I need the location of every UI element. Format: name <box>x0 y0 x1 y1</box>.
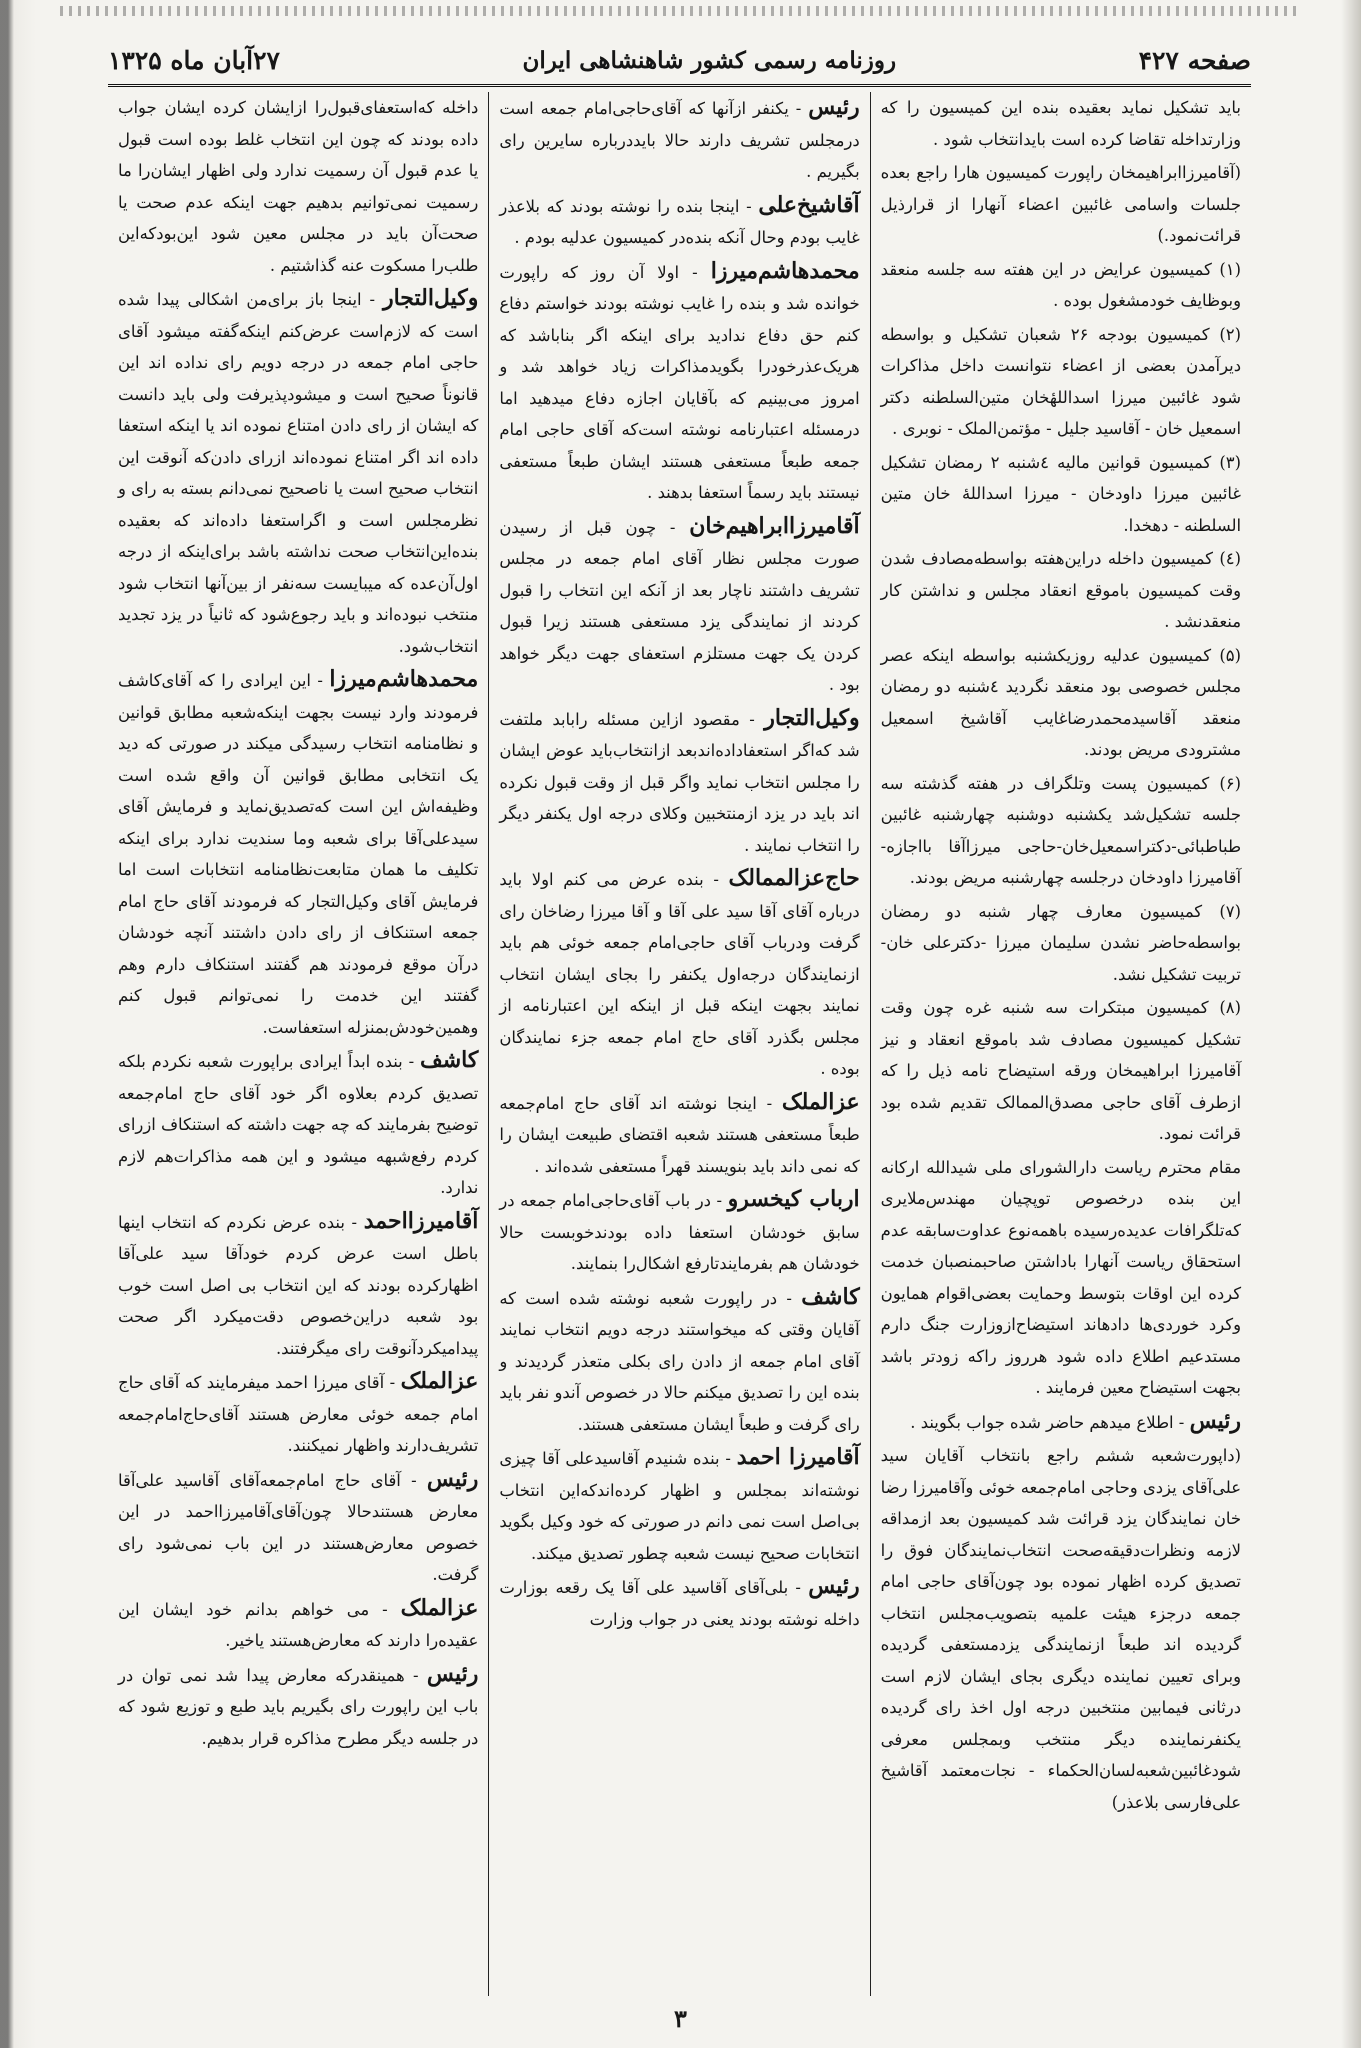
paragraph <box>118 664 478 1043</box>
paragraph <box>499 1282 859 1441</box>
speaker-name: حاج‌عزالممالک <box>728 865 860 891</box>
paragraph-text: - اطلاع میدهم حاضر شده جواب بگویند . <box>910 1412 1190 1432</box>
paragraph-text: - بنده ابداً ایرادی براپورت شعبه نکردم بلکه تصدیق کردم بعلاوه اگر خود آقای حاج امام‌جمعه توضیح بفرمایند که چه جهت داشته که استنکاف ازرای کردم رفع‌شبهه میشود و این همه مذاکرات‌هم لازم ندارد. <box>118 1052 479 1197</box>
paragraph <box>499 190 859 254</box>
speaker-name: آقامیرزاابراهیم‌خان <box>689 512 860 539</box>
text-columns <box>108 92 1251 1996</box>
paragraph <box>118 1659 478 1755</box>
paragraph-text: - اولا آن روز که راپورت خوانده شد و بنده را غایب نوشته بودند خواستم دفاع کنم حق دفاع ندادید برای اینکه اگر بناباشد که هریک‌عذرخودرا بگوید‌مذاکرات زیاد خواهد شد و امروز می‌بینیم که بآقایان اجازه دفاع میدهید اما درمسئله اعتبارنامه نوشته است‌که آقای حاجی امام جمعه طبعاً مستعفی هستند ایشان طبعاً مستعفی نیستند باید رسماً استعفا بدهند . <box>499 262 860 502</box>
speaker-name: رئیس <box>808 1573 860 1599</box>
paragraph-text: (۳) کمیسیون قوانین مالیه ٤شنبه ۲ رمضان تشکیل غائبین میرزا داودخان - میرزا اسداللهٔ خان متین السلطنه - دهخدا. <box>880 452 1242 535</box>
paragraph <box>881 640 1241 766</box>
column-middle <box>489 92 870 1996</box>
paragraph-text: (۶) کمیسیون پست وتلگراف در هفته گذشته سه جلسه تشکیل‌شد یکشنبه دوشنبه چهارشنبه غائبین طباطبائی-دکتراسمعیل‌خان-حاجی میرزاآقا بااجازه- آقامیرزا داودخان درجلسه چهارشنبه مریض بودند. <box>880 773 1241 887</box>
paragraph <box>881 254 1241 317</box>
speaker-name: وکیل‌التجار <box>764 704 860 731</box>
paragraph <box>881 319 1241 445</box>
issue-date: ۲۷آبان ماه ۱۳۲۵ <box>108 45 280 75</box>
speaker-name: کاشف <box>419 1047 479 1073</box>
paragraph-text: - آقای میرزا احمد میفرمایند که آقای حاج امام جمعه خوئی معارض هستند آقای‌حاج‌امام‌جمعه تشریف‌دارند واظهار نمیکنند. <box>118 1373 479 1455</box>
paragraph <box>881 1406 1241 1439</box>
newspaper-title: روزنامه رسمی کشور شاهنشاهی ایران <box>522 46 897 74</box>
paragraph <box>881 1152 1241 1404</box>
paragraph-text: (داپورت‌شعبه ششم راجع بانتخاب آقایان سید علی‌آقای یزدی وحاجی امام‌جمعه خوئی وآقامیرزا رضا خان نمایندگان یزد قرائت شد کمیسیون بعد ازمداقه لازمه ونظرات‌دقیقه‌صحت انتخاب‌نمایندگان فوق را تصدیق کرده اظهار نموده بود چون‌آقای حاجی امام جمعه درجزء هیئت علمیه بتصویب‌مجلس انتخاب گردیده اند طبعاً ازنمایندگی یزدمستعفی گردیده وبرای تعیین نماینده دیگری بجای ایشان لازم است درثانی فیمابین منتخبین درجه اول اخذ رای گردیده یکنفرنماینده دیگر منتخب وبمجلس معرفی شودغائبین‌شعبه‌لسان‌الحکماء - نجات‌معتمد آقاشیخ علی‌فارسی بلاعذر) <box>880 1446 1241 1812</box>
paragraph-text: داخله که‌استعفای‌قبول‌را ازایشان کرده ایشان جواب داده بودند که چون این انتخاب غلط بوده است قبول یا عدم قبول آن رسمیت ندارد ولی اظهار ایشان‌را ما رسمیت نمی‌توانیم بدهیم جهت اینکه عدم صحت یا صحت‌آن باید در مجلس معین شود این‌بودکه‌این طلب‌را مسکوت عنه گذاشتیم . <box>118 98 479 275</box>
speaker-name: کاشف <box>801 1283 860 1310</box>
speaker-name: آقاشیخ‌علی <box>758 191 860 218</box>
paragraph <box>118 1366 478 1462</box>
paragraph <box>881 992 1241 1150</box>
paragraph-text: - همینقدرکه معارض پیدا شد نمی توان در باب این راپورت رای بگیریم باید طبع و توزیع شود که در جلسه دیگر مطرح مذاکره قرار بدهیم. <box>118 1665 479 1748</box>
speaker-name: عزالملک <box>400 1368 479 1394</box>
page-header <box>108 38 1251 82</box>
paragraph <box>881 543 1241 638</box>
paragraph-text: - در باب آقای‌حاجی‌امام جمعه در سابق خودشان استعفا داده بودندخوبست حالا خودشان هم بفرمایندتارفع اشکال‌را بنمایند. <box>499 1191 860 1273</box>
paragraph-text: - بنده عرض می کنم اولا باید درباره آقای آقا سید علی آقا و آقا میرزا رضاخان رای گرفت ودرباب آقای حاجی‌امام جمعه خوئی هم باید ازنمایندگان درجه‌اول یکنفر را بجای ایشان انتخاب نمایند بجهت اینکه قبل از اینکه این اعتبارنامه از مجلس بگذرد آقای حاج امام جمعه جزء نمایندگان بوده . <box>499 870 860 1078</box>
paragraph-text: - بنده شنیدم آقاسیدعلی آقا چیزی نوشته‌اند بمجلس و اظهار کرده‌اندکه‌این انتخاب بی‌اصل است نمی دانم در صورتی که خود وکیل بگوید انتخابات صحیح نیست شعبه چطور تصدیق میکند. <box>499 1449 860 1563</box>
speaker-name: رئیس <box>808 94 860 120</box>
paragraph-text: مقام محترم ریاست دارالشورای ملی شیدالله ارکانه این بنده درخصوص توپچیان مهندس‌ملایری که‌تلگرافات عدیده‌رسیده باهمه‌نوع عداوت‌سابقه عدم استحقاق ریاست آنهارا باداشتن صاحبمنصبان خدمت کرده این اوقات بتوسط وحمایت بعضی‌اقوام همایون وکرد خوردی‌ها دادهاند استیضاح‌ازوزارت جنگ دارم مستدعیم اطلاع داده شود هرروز راکه زودتر باشد بجهت استیضاح معین فرمایند . <box>880 1157 1241 1397</box>
paragraph <box>499 1087 859 1183</box>
paragraph-text: - بنده عرض نکردم که انتخاب اینها باطل است عرض کردم خودآقا سید علی‌آقا اظهارکرده بودند که این انتخاب بی اصل است خوب بود شعبه دراین‌خصوص دقت‌میکرد اگر صحت پیدامیکردآنوقت رای میگرفتند. <box>118 1212 479 1358</box>
speaker-name: محمدهاشم‌میرزا <box>329 666 479 692</box>
paragraph-text: (آقامیرزاابراهیمخان راپورت کمیسیون هارا راجع بعده جلسات واسامی غائبین اعضاء آنهارا از قرارذیل قرائت‌نمود.) <box>880 163 1241 245</box>
paragraph <box>118 1045 478 1204</box>
speaker-name: ارباب کیخسرو <box>727 1186 860 1212</box>
paragraph-text: - مقصود ازاین مسئله رابابد ملتفت شد که‌اگر استعفاداده‌اندبعد ازانتخاب‌باید عوض ایشان را مجلس انتخاب نماید واگر قبل از وقت قبول نکرده اند باید در یزد ازمنتخبین وکلای درجه اول یکنفر دیگر را انتخاب نمایند . <box>499 709 860 855</box>
paragraph-text: - بلی‌آقای آقاسید علی آقا یک رقعه بوزارت داخله نوشته بودند یعنی در جواب وزارت <box>499 1578 860 1629</box>
paragraph-text: - این ایرادی را که آقای‌کاشف فرمودند وارد نیست بجهت اینکه‌شعبه مطابق قوانین و نظامنامه انتخاب رسیدگی میکند در صورتی که دید یک انتخابی مطابق قوانین آن واقع شده است وظیفه‌اش این است که‌تصدیق‌نماید و فرمایش آقای سیدعلی‌آقا برای شعبه وما سندیت ندارد برای اینکه تکلیف ما همان متابعت‌نظامنامه انتخابات است اما فرمایش آقای وکیل‌التجار که فرمودند آقای حاج امام جمعه استنکاف از رای دادن داشتند آنچه خودشان درآن موقع فرمودند هم گفتند استنکاف دارم وهم گفتند این خدمت را نمی‌توانم قبول کنم وهمین‌خودش‌بمنزله استعفاست. <box>118 671 479 1037</box>
paragraph <box>499 703 859 862</box>
speaker-name: عزالملک <box>400 1594 479 1621</box>
header-rule <box>108 84 1251 87</box>
paragraph-text: (۲) کمیسیون بودجه ۲۶ شعبان تشکیل و بواسطه دیرآمدن بعضی از اعضاء نتوانست داخل مذاکرات شود غائبین میرزا اسداللهٔخان متین‌السلطنه دکتر اسمعیل خان - آقاسید جلیل - مؤتمن‌الملک - نوبری . <box>880 324 1241 438</box>
paragraph <box>118 283 478 662</box>
paragraph <box>499 1442 859 1569</box>
page-footer-number: ۳ <box>674 2004 687 2033</box>
paragraph <box>499 256 859 509</box>
paragraph-text: - اینجا نوشته اند آقای حاج امام‌جمعه طبعاً مستعفی هستند شعبه اقتضای طبیعت ایشان را که نمی داند باید بنویسند قهراً مستعفی شده‌اند . <box>499 1093 860 1176</box>
paragraph <box>118 92 478 281</box>
paragraph <box>499 863 859 1085</box>
paragraph <box>881 447 1241 542</box>
paragraph <box>499 511 859 701</box>
scan-right-edge <box>1341 0 1361 2048</box>
paragraph-text: - چون قبل از رسیدن صورت مجلس نظار آقای امام جمعه در مجلس تشریف داشتند ناچار بعد از آنکه این انتخاب را قبول کردند از نمایندگی یزد مستعفی هستند زیرا قبول کردن یک جهت مستلزم استعفای جهت دیگر خواهد بود . <box>499 517 860 694</box>
paragraph-text: - یکنفر ازآنها که آقای‌حاجی‌امام جمعه است درمجلس تشریف دارند حالا بایددرباره سایرین رای بگیریم . <box>499 99 860 181</box>
paragraph <box>881 157 1241 252</box>
column-right <box>871 92 1251 1996</box>
speaker-name: محمدهاشم‌میرزا <box>710 257 860 284</box>
paragraph <box>881 896 1241 991</box>
paragraph <box>118 1206 478 1365</box>
speaker-name: آقامیرزااحمد <box>363 1207 479 1234</box>
speaker-name: آقامیرزا احمد <box>736 1444 860 1470</box>
paragraph-text: - آقای حاج امام‌جمعه‌آقای آقاسید علی‌آقا معارض هستندحالا چون‌آقای‌آقامیرزااحمد در این خصوص معارض‌هستند در این باب نمی‌شود رای گرفت. <box>118 1470 479 1584</box>
paragraph-text: (۵) کمیسیون عدلیه روزیکشنبه بواسطه اینکه عصر مجلس خصوصی بود منعقد نگردید ٤شنبه دو رمضان منعقد آقاسیدمحمدرضاغایب آقاشیخ اسمعیل مشترودی مریض بودند. <box>880 645 1241 759</box>
speaker-name: رئیس <box>426 1660 479 1687</box>
paragraph <box>118 1593 478 1657</box>
scan-left-edge <box>0 0 36 2048</box>
paragraph <box>499 92 859 188</box>
page-number-label: صفحه ۴۲۷ <box>1138 45 1251 75</box>
column-left <box>108 92 489 1996</box>
paragraph-text: - در راپورت شعبه نوشته شده است که آقایان وقتی که میخواستند درجه دویم انتخاب نمایند آقای امام جمعه از دادن رای بکلی متعذر گردیدند و بنده این را تصدیق میکنم حالا در خصوص آندو نفر باید رای گرفت و طبعاً ایشان مستعفی هستند. <box>499 1288 860 1434</box>
speaker-name: رئیس <box>426 1465 479 1492</box>
paragraph <box>118 1464 478 1591</box>
paragraph-text: (۱) کمیسیون عرایض در این هفته سه جلسه منعقد وبوظایف خودمشغول بوده . <box>880 259 1241 310</box>
paragraph <box>881 1440 1241 1818</box>
paragraph <box>499 1184 859 1280</box>
speaker-name: وکیل‌التجار <box>382 285 479 311</box>
paragraph-text: - می خواهم بدانم خود ایشان این عقیده‌را دارند که معارض‌هستند یاخیر. <box>118 1599 479 1650</box>
paragraph <box>499 1571 859 1635</box>
paragraph-text: (۷) کمیسیون معارف چهار شنبه دو رمضان بواسطه‌حاضر نشدن سلیمان میرزا -دکترعلی خان- تربیت تشکیل نشد. <box>880 901 1241 984</box>
scan-top-noise <box>60 6 1301 16</box>
paragraph-text: (٤) کمیسیون داخله دراین‌هفته بواسطه‌مصادف شدن وقت کمیسیون باموقع انعقاد مجلس و نداشتن کار منعقدنشد . <box>880 549 1241 631</box>
paragraph-text: - اینجا باز برای‌من اشکالی پیدا شده است که لازم‌است عرض‌کنم اینکه‌گفته میشود آقای حاجی امام جمعه در درجه دویم رای نداده اند این قانوناً صحیح است و میشودپذیرفت ولی باید دانست که ایشان از رای دادن امتناع نموده اند یا اینکه استعفا داده اند اگر امتناع نموده‌اند ازرای دادن‌که آنوقت این انتخاب صحیح است یا ناصحیح نمی‌دانم بسته به رای و نظرمجلس است و اگراستعفا داده‌اند که بعقیده بنده‌این‌انتخاب صحت نداشته باشد برای‌اینکه از درجه اول‌آن‌عده که میبایست سه‌نفر از بین‌آنها انتخاب شود منتخب نبوده‌اند و باید رجوع‌شود که ثانیاً در یزد تجدید انتخاب‌شود. <box>118 290 479 656</box>
paragraph-text: باید تشکیل نماید بعقیده بنده این کمیسیون را که وزارتداخله تقاضا کرده است بایدانتخاب شود . <box>880 98 1241 149</box>
paragraph <box>881 768 1241 894</box>
speaker-name: عزالملک <box>781 1088 860 1115</box>
paragraph-text: (۸) کمیسیون مبتکرات سه شنبه غره چون وقت تشکیل کمیسیون مصادف شد باموقع انعقاد و نیز آقامیرزا ابراهیمخان ورقه استیضاح نامه ذیل را که ازطرف آقای حاجی مصدق‌الممالک تقدیم شده بود قرائت نمود. <box>880 998 1241 1143</box>
paragraph <box>881 92 1241 155</box>
speaker-name: رئیس <box>1189 1407 1241 1434</box>
paragraph-text: - اینجا بنده را نوشته بودند که بلاعذر غایب بودم وحال آنکه بنده‌در کمیسیون عدلیه بودم . <box>499 196 860 247</box>
